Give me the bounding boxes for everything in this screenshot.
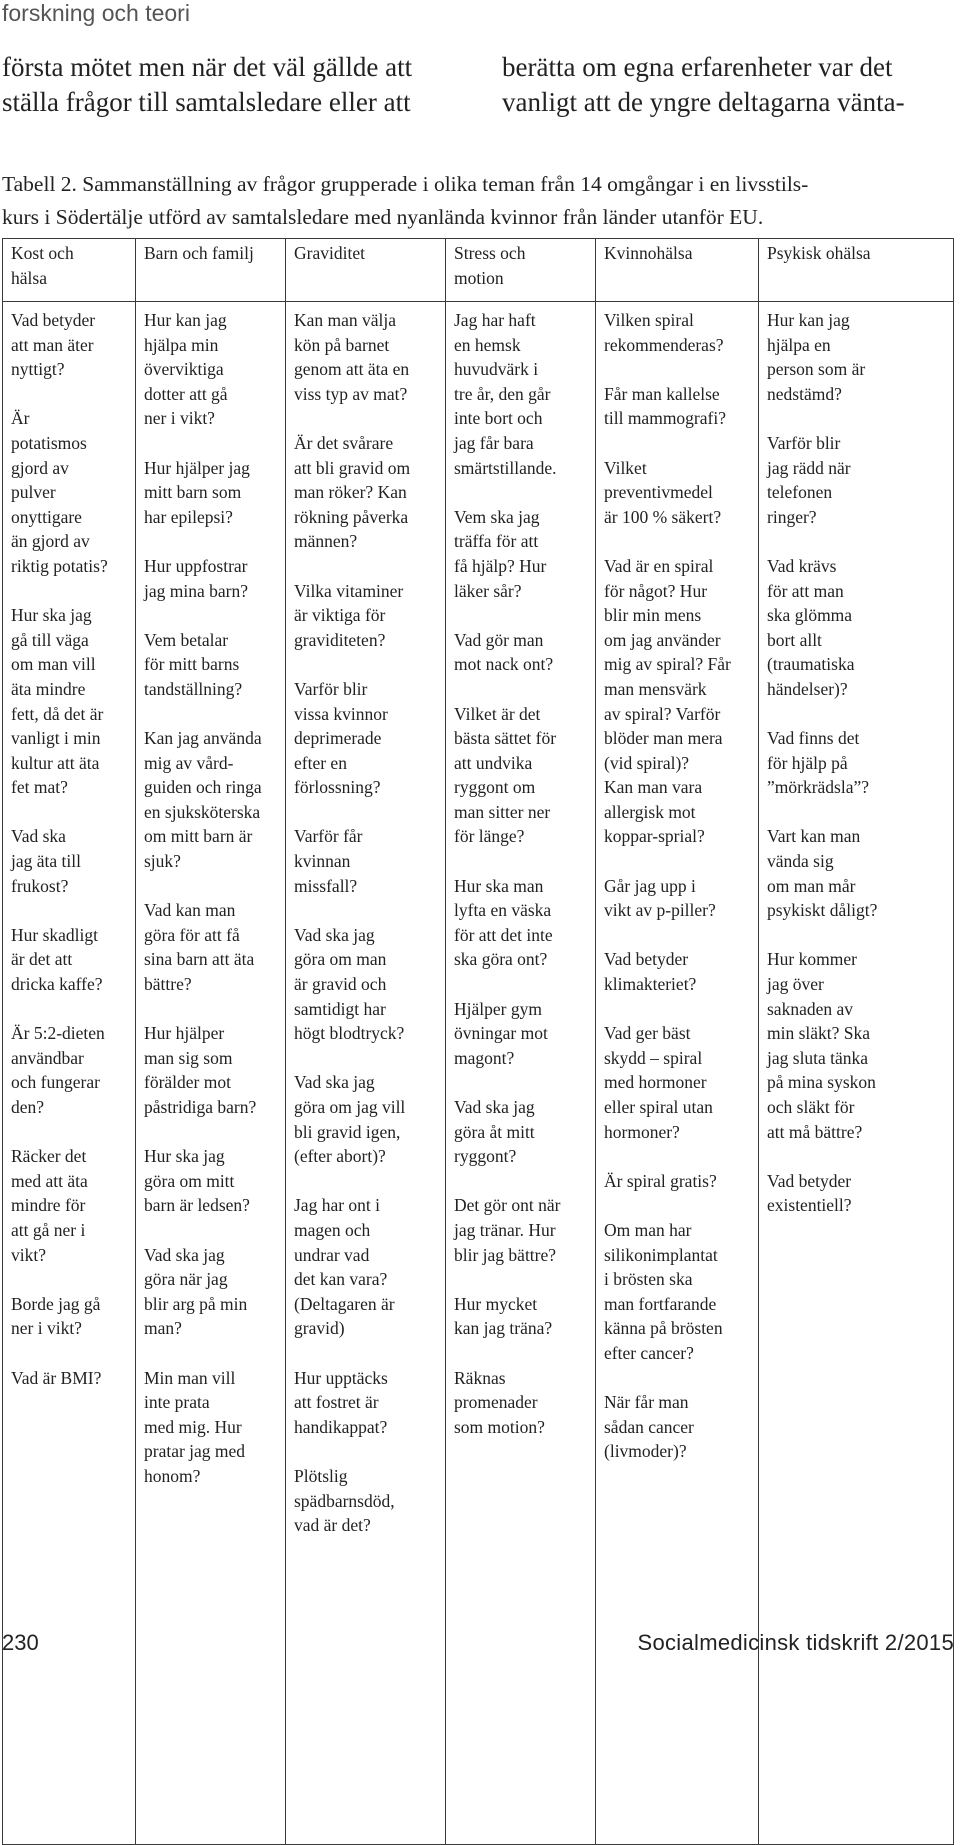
question-text: Vad kan man göra för att få sina barn att äta bättre? — [144, 900, 255, 995]
column-cell-barn — [136, 302, 286, 1845]
question-text: Vilken spiral rekommenderas? — [604, 310, 724, 355]
column-cell-graviditet — [286, 302, 446, 1845]
question-text: Vad krävs för att man ska glömma bort allt (traumatiska händelser)? — [767, 555, 855, 699]
question-text: Kan man välja kön på barnet genom att äta en viss typ av mat? — [294, 310, 410, 404]
question-text: Räknas promenader som motion? — [454, 1367, 545, 1437]
question-text: Vilket är det bästa sättet för att undvika ryggont om man sitter ner för länge? — [454, 703, 557, 847]
question-text: Vad ska jag äta till frukost? — [11, 826, 81, 896]
column-header-kvinnohalsa: Kvinnohälsa — [596, 239, 759, 302]
question-text: Vad ska jag göra om man är gravid och samtidigt har högt blodtryck? — [294, 924, 405, 1044]
question-text: Varför blir vissa kvinnor deprimerade efter en förlossning? — [294, 678, 388, 798]
question-text: Det gör ont när jag tränar. Hur blir jag bättre? — [454, 1195, 561, 1265]
question-text: Är det svårare att bli gravid om man röker? Kan rökning påverka männen? — [294, 432, 411, 552]
question-text: Får man kallelse till mammografi? — [604, 383, 726, 429]
question-text: Hur mycket kan jag träna? — [454, 1293, 553, 1339]
question-text: Borde jag gå ner i vikt? — [11, 1293, 101, 1339]
question-text: Hur kan jag hjälpa min överviktiga dotter att gå ner i vikt? — [144, 310, 228, 429]
column-header-psykisk: Psykisk ohälsa — [759, 239, 954, 302]
question-text: Hur hjälper jag mitt barn som har epilepsi? — [144, 457, 250, 527]
body-text-line: första mötet men när det väl gällde att — [2, 52, 413, 82]
question-text: Hur upptäcks att fostret är handikappat? — [294, 1367, 388, 1437]
question-text: Hur ska jag gå till väga om man vill äta mindre fett, då det är vanligt i min kultur att äta fet mat? — [11, 605, 104, 798]
page-number: 230 — [2, 1630, 39, 1655]
body-text-right-column — [502, 50, 952, 120]
column-cell-psykisk — [759, 302, 954, 1845]
question-text: Kan jag använda mig av vård- guiden och ringa en sjuksköterska om mitt barn är sjuk? — [144, 728, 262, 872]
journal-name: Socialmedicinsk tidskrift 2/2015 — [637, 1630, 954, 1655]
question-text: Vilka vitaminer är viktiga för graviditeten? — [294, 580, 404, 650]
table-body-row — [3, 302, 954, 1845]
column-header-kost: Kost och hälsa — [3, 239, 136, 302]
question-text: Vad ska jag göra om jag vill bli gravid igen, (efter abort)? — [294, 1072, 406, 1167]
question-text: Vad är en spiral för något? Hur blir min mens om jag använder mig av spiral? Får man mensvärk av spiral? Varför blöder man mera (vid spiral)? Kan man vara allergisk mot koppar-sprial? — [604, 555, 731, 847]
question-text: Hur uppfostrar jag mina barn? — [144, 555, 248, 601]
question-text: När får man sådan cancer (livmoder)? — [604, 1392, 694, 1462]
question-text: Om man har silikonimplantat i brösten ska man fortfarande känna på brösten efter cancer? — [604, 1219, 723, 1363]
body-text-line: ställa frågor till samtalsledare eller att — [2, 87, 411, 117]
question-text: Vilket preventivmedel är 100 % säkert? — [604, 457, 722, 527]
column-cell-stress — [446, 302, 596, 1845]
question-text: Varför får kvinnan missfall? — [294, 826, 363, 896]
question-text: Vad är BMI? — [11, 1367, 102, 1388]
question-text: Vad ger bäst skydd – spiral med hormoner eller spiral utan hormoner? — [604, 1023, 713, 1142]
body-text-left-column — [2, 50, 452, 120]
question-text: Är potatismos gjord av pulver onyttigare än gjord av riktig potatis? — [11, 408, 108, 576]
column-cell-kvinnohalsa — [596, 302, 759, 1845]
questions-table — [2, 238, 954, 1845]
question-text: Räcker det med att äta mindre för att gå ner i vikt? — [11, 1146, 88, 1265]
section-label: forskning och teori — [2, 0, 190, 26]
caption-line: kurs i Södertälje utförd av samtalsledare med nyanlända kvinnor från länder utanför EU. — [2, 205, 764, 229]
question-text: Hjälper gym övningar mot magont? — [454, 998, 548, 1068]
question-text: Hur ska man lyfta en väska för att det inte ska göra ont? — [454, 875, 553, 970]
question-text: Vad betyder klimakteriet? — [604, 949, 697, 995]
question-text: Vart kan man vända sig om man mår psykiskt dåligt? — [767, 826, 878, 921]
table-caption — [2, 168, 952, 234]
question-text: Hur kommer jag över saknaden av min släkt? Ska jag sluta tänka på mina syskon och släkt för att må bättre? — [767, 949, 876, 1142]
column-header-stress: Stress och motion — [446, 239, 596, 302]
question-text: Vad betyder att man äter nyttigt? — [11, 310, 96, 380]
body-text-line: berätta om egna erfarenheter var det — [502, 52, 893, 82]
question-text: Hur ska jag göra om mitt barn är ledsen? — [144, 1146, 250, 1216]
question-text: Jag har ont i magen och undrar vad det kan vara? (Deltagaren är gravid) — [294, 1195, 395, 1339]
question-text: Vem betalar för mitt barns tandställning? — [144, 629, 243, 699]
table-header-row — [3, 239, 954, 302]
question-text: Är 5:2-dieten användbar och fungerar den? — [11, 1023, 105, 1117]
question-text: Jag har haft en hemsk huvudvärk i tre år, den går inte bort och jag får bara smärtstillande. — [454, 310, 557, 478]
question-text: Hur hjälper man sig som förälder mot påstridiga barn? — [144, 1023, 257, 1117]
body-text-line: vanligt att de yngre deltagarna vänta- — [502, 87, 905, 117]
question-text: Vem ska jag träffa för att få hjälp? Hur läker sår? — [454, 506, 547, 601]
question-text: Är spiral gratis? — [604, 1170, 717, 1191]
question-text: Hur skadligt är det att dricka kaffe? — [11, 924, 103, 995]
column-header-graviditet: Graviditet — [286, 239, 446, 302]
question-text: Min man vill inte prata med mig. Hur pratar jag med honom? — [144, 1367, 246, 1486]
question-text: Vad finns det för hjälp på ”mörkrädsla”? — [767, 728, 870, 798]
caption-line: Tabell 2. Sammanställning av frågor grupperade i olika teman från 14 omgångar i en livsstils- — [2, 172, 809, 196]
question-text: Plötslig spädbarnsdöd, vad är det? — [294, 1465, 395, 1536]
question-text: Hur kan jag hjälpa en person som är nedstämd? — [767, 310, 866, 404]
column-cell-kost — [3, 302, 136, 1845]
question-text: Vad ska jag göra åt mitt ryggont? — [454, 1097, 535, 1167]
question-text: Vad gör man mot nack ont? — [454, 629, 554, 675]
question-text: Varför blir jag rädd när telefonen ringer? — [767, 432, 851, 527]
question-text: Går jag upp i vikt av p-piller? — [604, 875, 716, 921]
question-text: Vad betyder existentiell? — [767, 1170, 852, 1216]
question-text: Vad ska jag göra när jag blir arg på min man? — [144, 1244, 248, 1339]
column-header-barn: Barn och familj — [136, 239, 286, 302]
